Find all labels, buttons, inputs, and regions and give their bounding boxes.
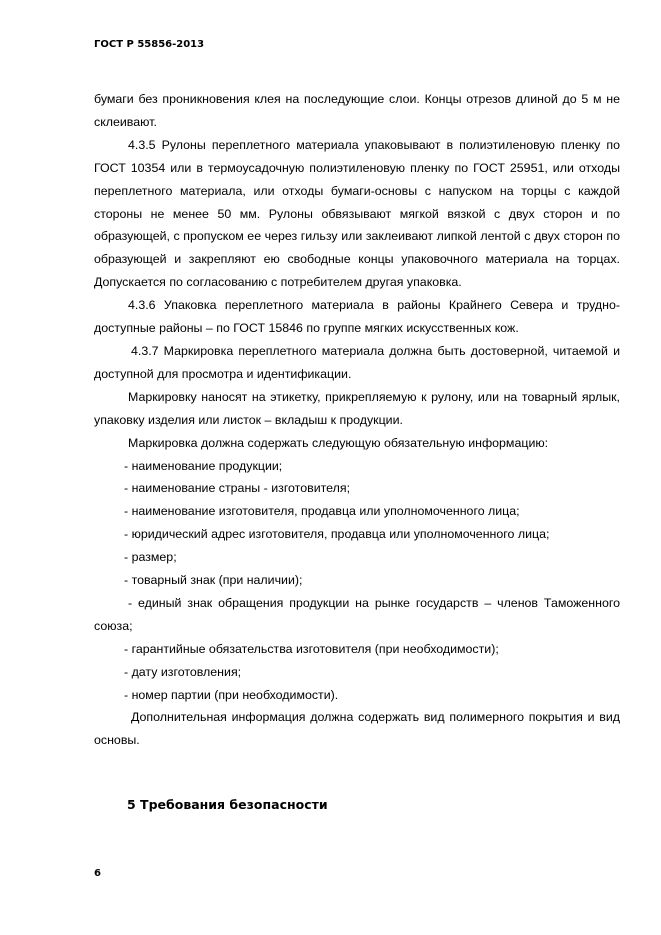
paragraph-continuation: бумаги без проникновения клея на последующие слои. Концы отрезов длиной до 5 м не склеивают. <box>94 92 620 129</box>
list-item: - наименование страны - изготовителя; <box>124 481 351 496</box>
paragraph-4-3-7: 4.3.7 Маркировка переплетного материала должна быть достоверной, читаемой и доступной для просмотра и идентификации. <box>94 343 620 381</box>
list-item: - номер партии (при необходимости). <box>124 687 339 702</box>
list-item: - единый знак обращения продукции на рынке государств – членов Таможенного союза; <box>94 595 620 633</box>
page-header-standard: ГОСТ Р 55856-2013 <box>94 39 205 50</box>
list-item: - наименование изготовителя, продавца или уполномоченного лица; <box>124 504 520 519</box>
paragraph-4-3-6: 4.3.6 Упаковка переплетного материала в районы Крайнего Севера и трудно-доступные районы – по ГОСТ 15846 по группе мягких искусственных кож. <box>94 298 620 336</box>
list-item: - размер; <box>124 550 177 565</box>
section-heading: 5 Требования безопасности <box>127 797 328 812</box>
list-item: - наименование продукции; <box>124 458 283 473</box>
paragraph-additional-info: Дополнительная информация должна содержать вид полимерного покрытия и вид основы. <box>94 710 620 748</box>
list-item: - товарный знак (при наличии); <box>124 573 303 588</box>
list-item: - юридический адрес изготовителя, продавца или уполномоченного лица; <box>124 527 550 542</box>
list-item: - гарантийные обязательства изготовителя (при необходимости); <box>124 641 499 656</box>
paragraph-marking-contents: Маркировка должна содержать следующую обязательную информацию: <box>128 435 549 450</box>
paragraph-4-3-5: 4.3.5 Рулоны переплетного материала упаковывают в полиэтиленовую пленку по ГОСТ 10354 или в термоусадочную полиэтиленовую пленку по ГОСТ 25951, или отходы переплетного материала, или отходы бумаги-основы с напуском на торцы с каждой стороны не менее 50 мм. Рулоны обвязывают мягкой вязкой с двух сторон и по образующей, с пропуском ее через гильзу или заклеивают липкой лентой с двух сторон по образующей и закрепляют ею свободные концы упаковочного материала на торцах. Допускается по согласованию с потребителем другая упаковка. <box>94 137 620 290</box>
page-number: 6 <box>94 868 101 879</box>
body-text <box>94 88 620 752</box>
paragraph-marking-placement: Маркировку наносят на этикетку, прикрепляемую к рулону, или на товарный ярлык, упаковку изделия или листок – вкладыш к продукции. <box>94 389 620 427</box>
list-item: - дату изготовления; <box>124 664 242 679</box>
